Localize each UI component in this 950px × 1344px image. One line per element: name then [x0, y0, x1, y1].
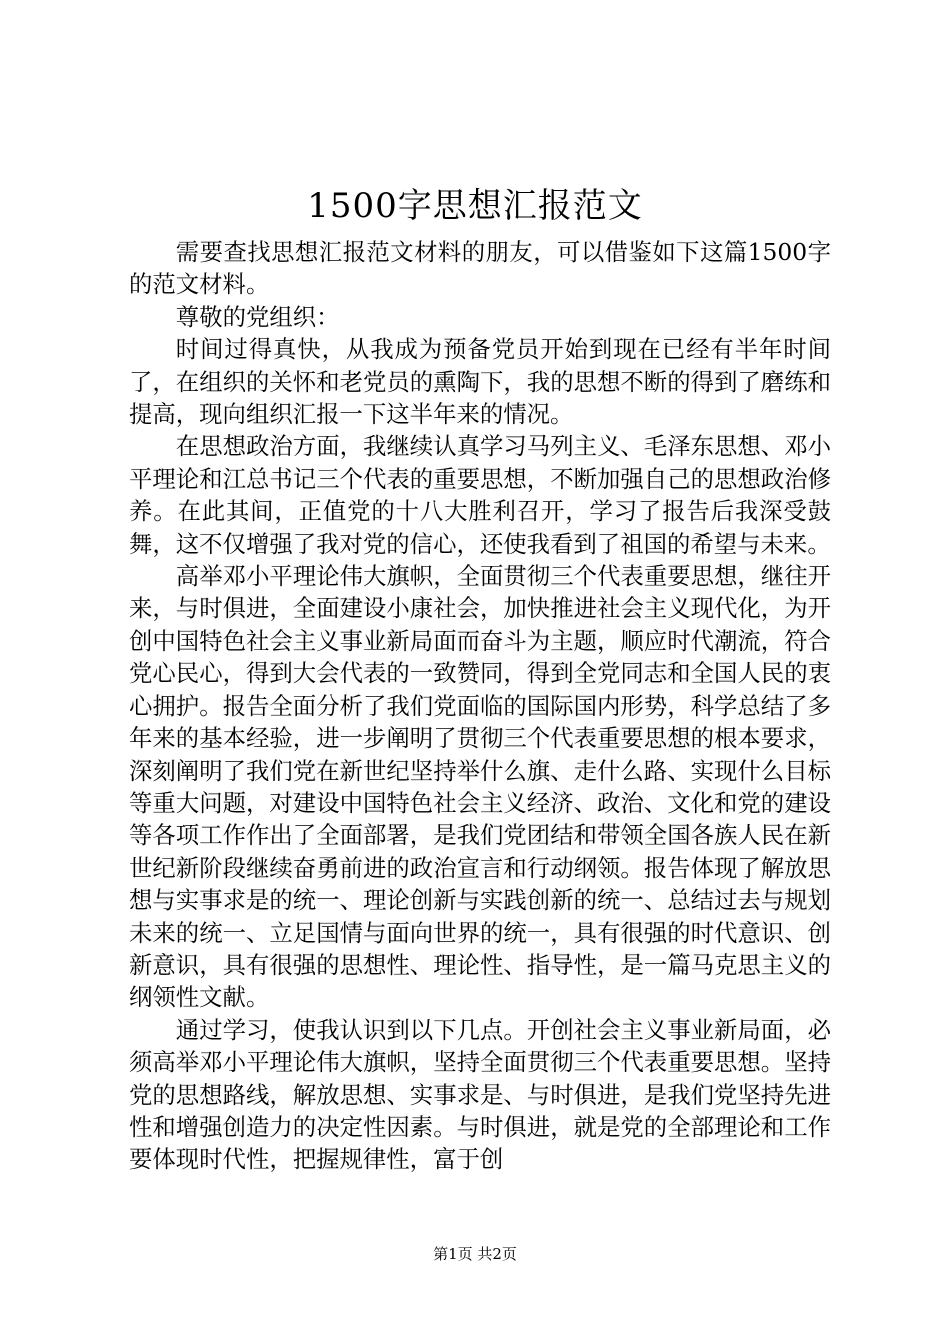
body-paragraph: 通过学习，使我认识到以下几点。开创社会主义事业新局面，必须高举邓小平理论伟大旗帜，坚持全面贯彻三个代表重要思想。坚持党的思想路线，解放思想、实事求是、与时俱进，是我们党坚持先进性和增强创造力的决定性因素。与时俱进，就是党的全部理论和工作要体现时代性，把握规律性，富于创 [129, 1015, 831, 1174]
page-number-footer: 第1页 共2页 [433, 1245, 517, 1263]
document-body [129, 236, 831, 1176]
document-title: 1500字思想汇报范文 [307, 186, 643, 226]
body-paragraph: 时间过得真快，从我成为预备党员开始到现在已经有半年时间了，在组织的关怀和老党员的熏陶下，我的思想不断的得到了磨练和提高，现向组织汇报一下这半年来的情况。 [129, 335, 831, 429]
body-paragraph: 在思想政治方面，我继续认真学习马列主义、毛泽东思想、邓小平理论和江总书记三个代表的重要思想，不断加强自己的思想政治修养。在此其间，正值党的十八大胜利召开，学习了报告后我深受鼓舞，这不仅增强了我对党的信心，还使我看到了祖国的希望与未来。 [129, 432, 831, 558]
body-paragraph: 高举邓小平理论伟大旗帜，全面贯彻三个代表重要思想，继往开来，与时俱进，全面建设小康社会，加快推进社会主义现代化，为开创中国特色社会主义事业新局面而奋斗为主题，顺应时代潮流，符合党心民心，得到大会代表的一致赞同，得到全党同志和全国人民的衷心拥护。报告全面分析了我们党面临的国际国内形势，科学总结了多年来的基本经验，进一步阐明了贯彻三个代表重要思想的根本要求，深刻阐明了我们党在新世纪坚持举什么旗、走什么路、实现什么目标等重大问题，对建设中国特色社会主义经济、政治、文化和党的建设等各项工作作出了全面部署，是我们党团结和带领全国各族人民在新世纪新阶段继续奋勇前进的政治宣言和行动纲领。报告体现了解放思想与实事求是的统一、理论创新与实践创新的统一、总结过去与规划未来的统一、立足国情与面向世界的统一，具有很强的时代意识、创新意识，具有很强的思想性、理论性、指导性，是一篇马克思主义的纲领性文献。 [129, 562, 831, 1012]
intro-paragraph: 需要查找思想汇报范文材料的朋友，可以借鉴如下这篇1500字的范文材料。 [129, 238, 831, 299]
salutation: 尊敬的党组织： [175, 302, 340, 331]
